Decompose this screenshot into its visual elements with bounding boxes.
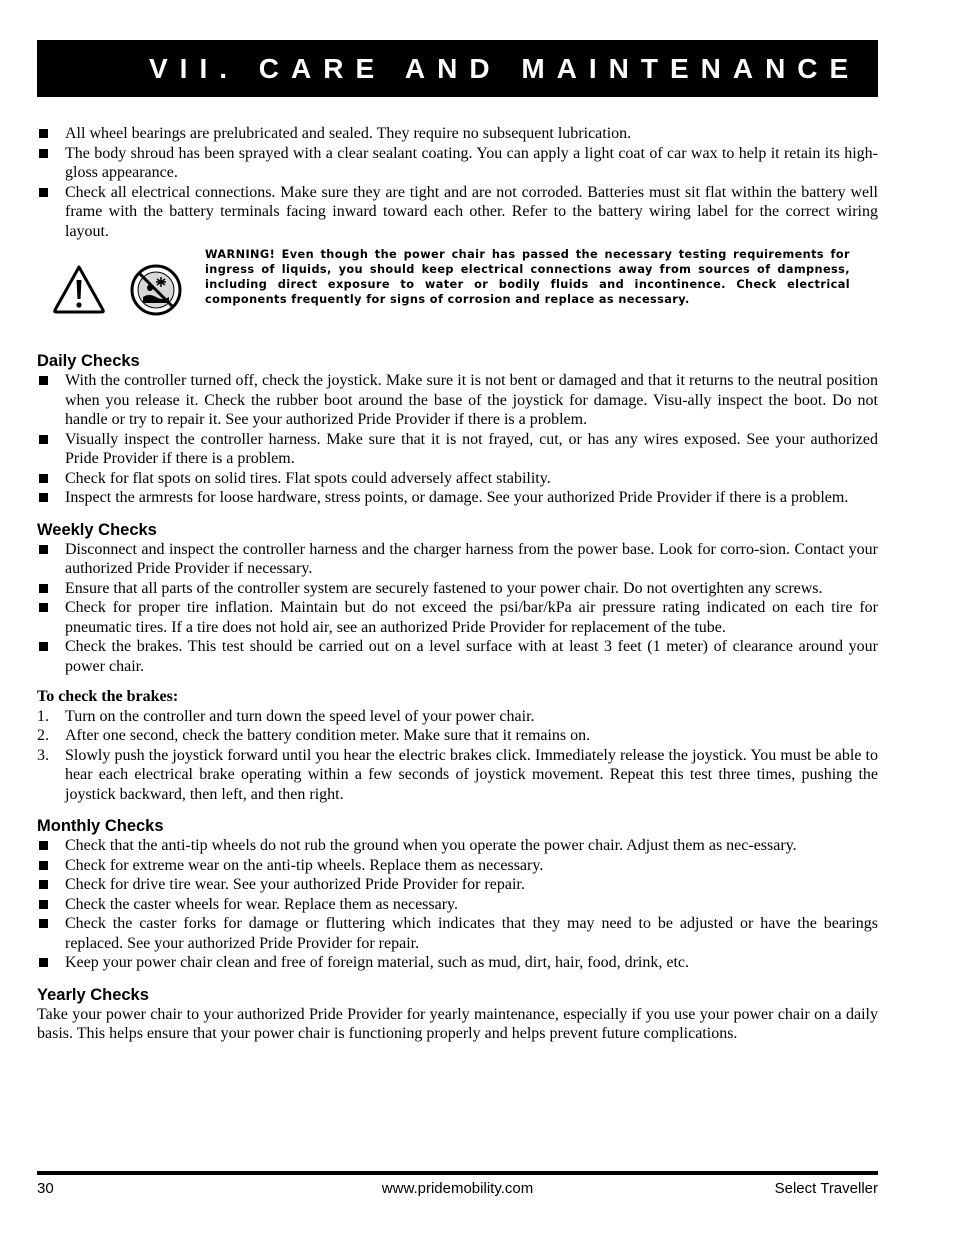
daily-checks-title: Daily Checks xyxy=(37,352,140,370)
monthly-checks-title: Monthly Checks xyxy=(37,817,164,835)
list-item: Check the caster wheels for wear. Replace them as necessary. xyxy=(37,895,878,915)
page-content xyxy=(37,124,878,1044)
list-item: The body shroud has been sprayed with a clear sealant coating. You can apply a light coat of car wax to help it retain its high-gloss appearance. xyxy=(37,144,878,183)
list-item: Visually inspect the controller harness. Make sure that it is not frayed, cut, or has any wires exposed. See your authorized Pride Provider if there is a problem. xyxy=(37,430,878,469)
daily-checks-list xyxy=(37,371,878,508)
list-item: With the controller turned off, check the joystick. Make sure it is not bent or damaged and that it returns to the neutral position when you release it. Check the rubber boot around the base of the joystick for damage. Visu-ally inspect the boot. Do not handle or try to repair it. See your authorized Pride Provider if there is a problem. xyxy=(37,371,878,430)
list-item: Check the brakes. This test should be carried out on a level surface with at least 3 feet (1 meter) of clearance around your power chair. xyxy=(37,637,878,676)
warning-triangle-icon xyxy=(52,263,106,315)
list-item: Check all electrical connections. Make sure they are tight and are not corroded. Batteries must sit flat within the battery well frame with the battery terminals facing inward toward each other. Refer to the battery wiring label for the correct wiring layout. xyxy=(37,183,878,242)
page-footer xyxy=(37,1180,878,1200)
bullet-square-icon xyxy=(39,493,48,502)
footer-divider xyxy=(37,1171,878,1175)
yearly-checks-text: Take your power chair to your authorized Pride Provider for yearly maintenance, especially if you use your power chair on a daily basis. This helps ensure that your power chair is functioning properly and helps prevent future complications. xyxy=(37,1005,878,1042)
warning-text: WARNING! Even though the power chair has passed the necessary testing requirements for ingress of liquids, you should keep electrical connections away from sources of dampness, including direct exposure to water or bodily fluids and incontinence. Check electrical components frequently for signs of corrosion and replace as necessary. xyxy=(205,248,850,306)
list-item: Disconnect and inspect the controller harness and the charger harness from the power base. Look for corro-sion. Contact your authorized Pride Provider if necessary. xyxy=(37,540,878,579)
list-item: Check for proper tire inflation. Maintain but do not exceed the psi/bar/kPa air pressure rating indicated on each tire for pneumatic tires. If a tire does not hold air, see an authorized Pride Provider for replacement of the tube. xyxy=(37,598,878,637)
page-number: 30 xyxy=(37,1180,54,1197)
list-item: Check for flat spots on solid tires. Flat spots could adversely affect stability. xyxy=(37,469,878,489)
section-title: VII. CARE AND MAINTENANCE xyxy=(149,53,861,84)
list-item: Keep your power chair clean and free of foreign material, such as mud, dirt, hair, food, drink, etc. xyxy=(37,953,878,973)
bullet-square-icon xyxy=(39,861,48,870)
bullet-square-icon xyxy=(39,376,48,385)
intro-list xyxy=(37,124,878,241)
brake-check-steps xyxy=(37,707,878,805)
brake-check-title: To check the brakes: xyxy=(37,688,179,705)
list-item: Ensure that all parts of the controller system are securely fastened to your power chair. Do not overtighten any screws. xyxy=(37,579,878,599)
bullet-square-icon xyxy=(39,900,48,909)
product-name: Select Traveller xyxy=(774,1180,878,1197)
monthly-checks-list xyxy=(37,836,878,973)
bullet-square-icon xyxy=(39,958,48,967)
step-item: 1. Turn on the controller and turn down the speed level of your power chair. xyxy=(37,707,535,725)
step-item: 3. Slowly push the joystick forward until you hear the electric brakes click. Immediately release the joystick. You must be able to hear each electrical brake operating within a few seconds of joystick movement. Repeat this test three times, pushing the joystick backward, then left, and then right. xyxy=(37,746,878,803)
bullet-square-icon xyxy=(39,474,48,483)
website-url: www.pridemobility.com xyxy=(381,1180,534,1197)
bullet-square-icon xyxy=(39,603,48,612)
bullet-square-icon xyxy=(39,584,48,593)
no-water-icon xyxy=(129,263,183,317)
list-item: Check for drive tire wear. See your authorized Pride Provider for repair. xyxy=(37,875,878,895)
bullet-square-icon xyxy=(39,188,48,197)
bullet-square-icon xyxy=(39,642,48,651)
bullet-square-icon xyxy=(39,841,48,850)
bullet-square-icon xyxy=(39,880,48,889)
bullet-square-icon xyxy=(39,919,48,928)
bullet-square-icon xyxy=(39,545,48,554)
bullet-square-icon xyxy=(39,435,48,444)
weekly-checks-list xyxy=(37,540,878,677)
list-item: All wheel bearings are prelubricated and sealed. They require no subsequent lubrication. xyxy=(37,124,878,144)
bullet-square-icon xyxy=(39,129,48,138)
weekly-checks-title: Weekly Checks xyxy=(37,520,157,539)
list-item: Check that the anti-tip wheels do not rub the ground when you operate the power chair. Adjust them as nec-essary. xyxy=(37,836,878,856)
list-item: Check the caster forks for damage or fluttering which indicates that they may need to be adjusted or have the bearings replaced. See your authorized Pride Provider for repair. xyxy=(37,914,878,953)
step-item: 2. After one second, check the battery condition meter. Make sure that it remains on. xyxy=(37,727,591,744)
list-item: Check for extreme wear on the anti-tip wheels. Replace them as necessary. xyxy=(37,856,878,876)
warning-box xyxy=(37,247,878,339)
yearly-checks-title: Yearly Checks xyxy=(37,985,149,1004)
section-header xyxy=(37,40,878,97)
list-item: Inspect the armrests for loose hardware, stress points, or damage. See your authorized Pride Provider if there is a problem. xyxy=(37,488,878,508)
bullet-square-icon xyxy=(39,149,48,158)
